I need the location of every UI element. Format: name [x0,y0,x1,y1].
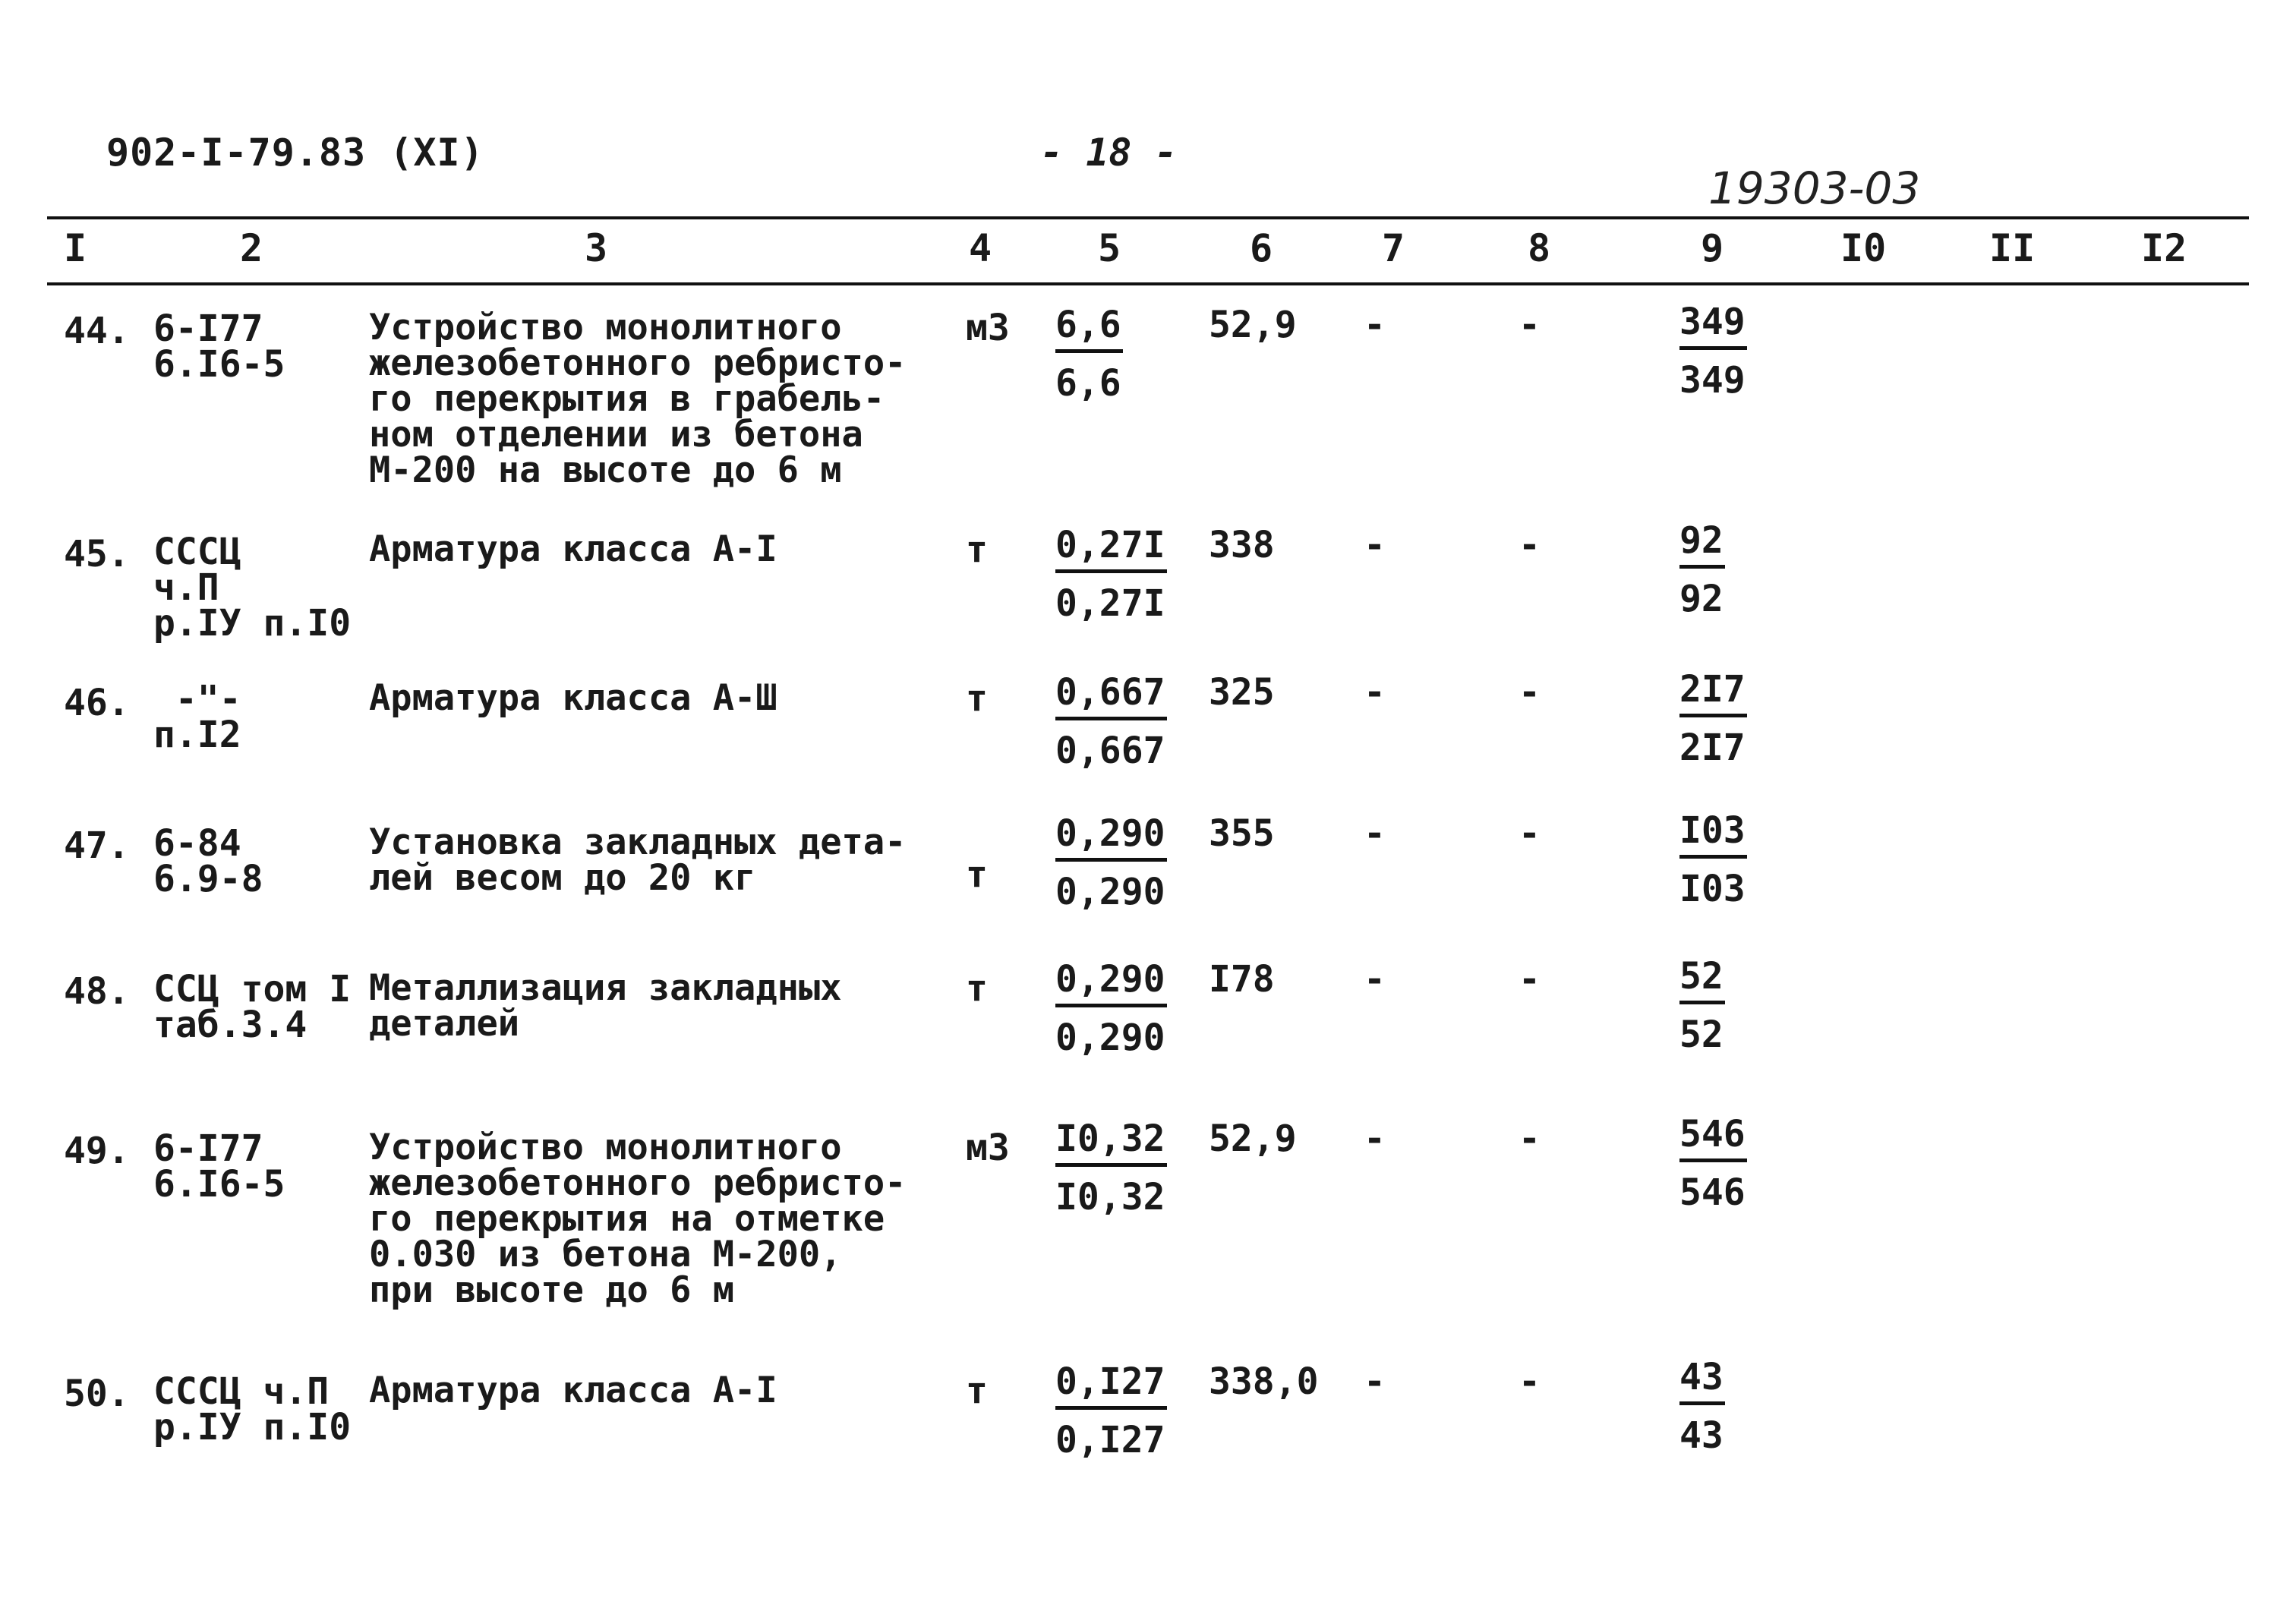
column-8-value: - [1519,1118,1541,1160]
cost-fraction [1679,668,1747,769]
norm-reference: 6-I77 6.I6-5 [153,307,285,386]
cost-top: 546 [1679,1113,1747,1162]
work-description: Устройство монолитного железобетонного ребристо- го перекрытия на отметке 0.030 из бетона М-200, при высоте до 6 м [369,1127,907,1311]
page-number: - 18 - [1040,131,1178,175]
quantity-top: 6,6 [1055,304,1123,353]
column-header-4: 4 [969,226,992,270]
column-7-value: - [1364,958,1386,1001]
column-header-7: 7 [1382,226,1405,270]
work-description: Арматура класса А-I [369,528,777,570]
quantity-fraction [1055,1360,1167,1461]
document-code: 902-I-79.83 (XI) [106,131,484,175]
work-description: Установка закладных дета- лей весом до 20 кг [369,821,907,899]
unit-price: 52,9 [1209,304,1297,346]
handwritten-stamp: 19303-03 [1708,162,1921,214]
cost-bottom: 349 [1679,359,1746,402]
quantity-fraction [1055,524,1167,625]
norm-reference: СССЦ ч.П р.IУ п.I0 [153,531,352,645]
unit-price: 52,9 [1209,1118,1297,1160]
cost-top: I03 [1679,809,1747,859]
quantity-bottom: I0,32 [1055,1176,1165,1218]
column-header-5: 5 [1098,226,1121,270]
unit-of-measure: м3 [966,1127,1010,1169]
cost-top: 2I7 [1679,668,1747,717]
unit-of-measure: т [966,528,988,571]
column-7-value: - [1364,524,1386,566]
column-header-3: 3 [585,226,608,270]
quantity-top: 0,667 [1055,671,1167,720]
row-number: 45. [64,533,130,575]
unit-of-measure: м3 [966,307,1010,349]
column-header-6: 6 [1250,226,1273,270]
column-header-11: II [1989,226,2036,270]
work-description: Арматура класса А-I [369,1370,777,1411]
column-7-value: - [1364,1360,1386,1403]
cost-fraction [1679,955,1725,1056]
column-8-value: - [1519,304,1541,346]
unit-price: 355 [1209,812,1275,855]
unit-of-measure: т [966,677,988,720]
column-header-2: 2 [240,226,263,270]
quantity-top: 0,290 [1055,812,1167,862]
header-top-rule [47,216,2249,219]
quantity-fraction [1055,1118,1167,1218]
unit-price: 325 [1209,671,1275,714]
row-number: 50. [64,1373,130,1415]
column-7-value: - [1364,671,1386,714]
column-header-8: 8 [1528,226,1551,270]
cost-bottom: 92 [1679,578,1724,620]
column-7-value: - [1364,1118,1386,1160]
quantity-fraction [1055,671,1167,772]
row-number: 44. [64,310,130,352]
row-number: 49. [64,1130,130,1172]
cost-bottom: I03 [1679,868,1746,910]
unit-of-measure: т [966,967,988,1010]
work-description: Устройство монолитного железобетонного ребристо- го перекрытия в грабель- ном отделении из бетона М-200 на высоте до 6 м [369,307,907,491]
quantity-top: I0,32 [1055,1118,1167,1167]
cost-top: 52 [1679,955,1725,1004]
unit-price: 338 [1209,524,1275,566]
cost-fraction [1679,1113,1747,1214]
column-8-value: - [1519,671,1541,714]
column-header-12: I2 [2141,226,2187,270]
column-7-value: - [1364,304,1386,346]
quantity-bottom: 0,27I [1055,582,1165,625]
cost-bottom: 43 [1679,1414,1724,1457]
norm-reference: 6-I77 6.I6-5 [153,1127,285,1206]
quantity-fraction [1055,304,1123,405]
work-description: Металлизация закладных деталей [369,967,842,1045]
cost-fraction [1679,519,1725,620]
column-7-value: - [1364,812,1386,855]
unit-price: I78 [1209,958,1275,1001]
row-number: 48. [64,970,130,1013]
column-8-value: - [1519,812,1541,855]
norm-reference: ССЦ том I таб.3.4 [153,968,352,1046]
norm-reference: 6-84 6.9-8 [153,822,263,900]
row-number: 47. [64,824,130,867]
quantity-bottom: 0,I27 [1055,1419,1165,1461]
norm-reference: -"- п.I2 [153,678,241,756]
cost-top: 349 [1679,301,1747,350]
quantity-bottom: 0,290 [1055,1017,1165,1059]
quantity-bottom: 0,290 [1055,871,1165,913]
quantity-bottom: 6,6 [1055,362,1121,405]
quantity-bottom: 0,667 [1055,730,1165,772]
row-number: 46. [64,682,130,724]
column-8-value: - [1519,1360,1541,1403]
norm-reference: СССЦ ч.П р.IУ п.I0 [153,1370,352,1449]
cost-fraction [1679,809,1747,910]
cost-top: 43 [1679,1356,1725,1405]
cost-fraction [1679,301,1747,402]
column-header-10: I0 [1840,226,1887,270]
work-description: Арматура класса А-Ш [369,677,777,719]
column-8-value: - [1519,524,1541,566]
cost-top: 92 [1679,519,1725,569]
quantity-fraction [1055,958,1167,1059]
unit-price: 338,0 [1209,1360,1319,1403]
header-bottom-rule [47,282,2249,285]
unit-of-measure: т [966,853,988,896]
column-header-9: 9 [1701,226,1724,270]
cost-fraction [1679,1356,1725,1457]
column-header-1: I [64,226,87,270]
column-8-value: - [1519,958,1541,1001]
quantity-top: 0,27I [1055,524,1167,573]
cost-bottom: 2I7 [1679,727,1746,769]
cost-bottom: 52 [1679,1013,1724,1056]
cost-bottom: 546 [1679,1171,1746,1214]
quantity-fraction [1055,812,1167,913]
quantity-top: 0,290 [1055,958,1167,1007]
quantity-top: 0,I27 [1055,1360,1167,1410]
unit-of-measure: т [966,1370,988,1412]
